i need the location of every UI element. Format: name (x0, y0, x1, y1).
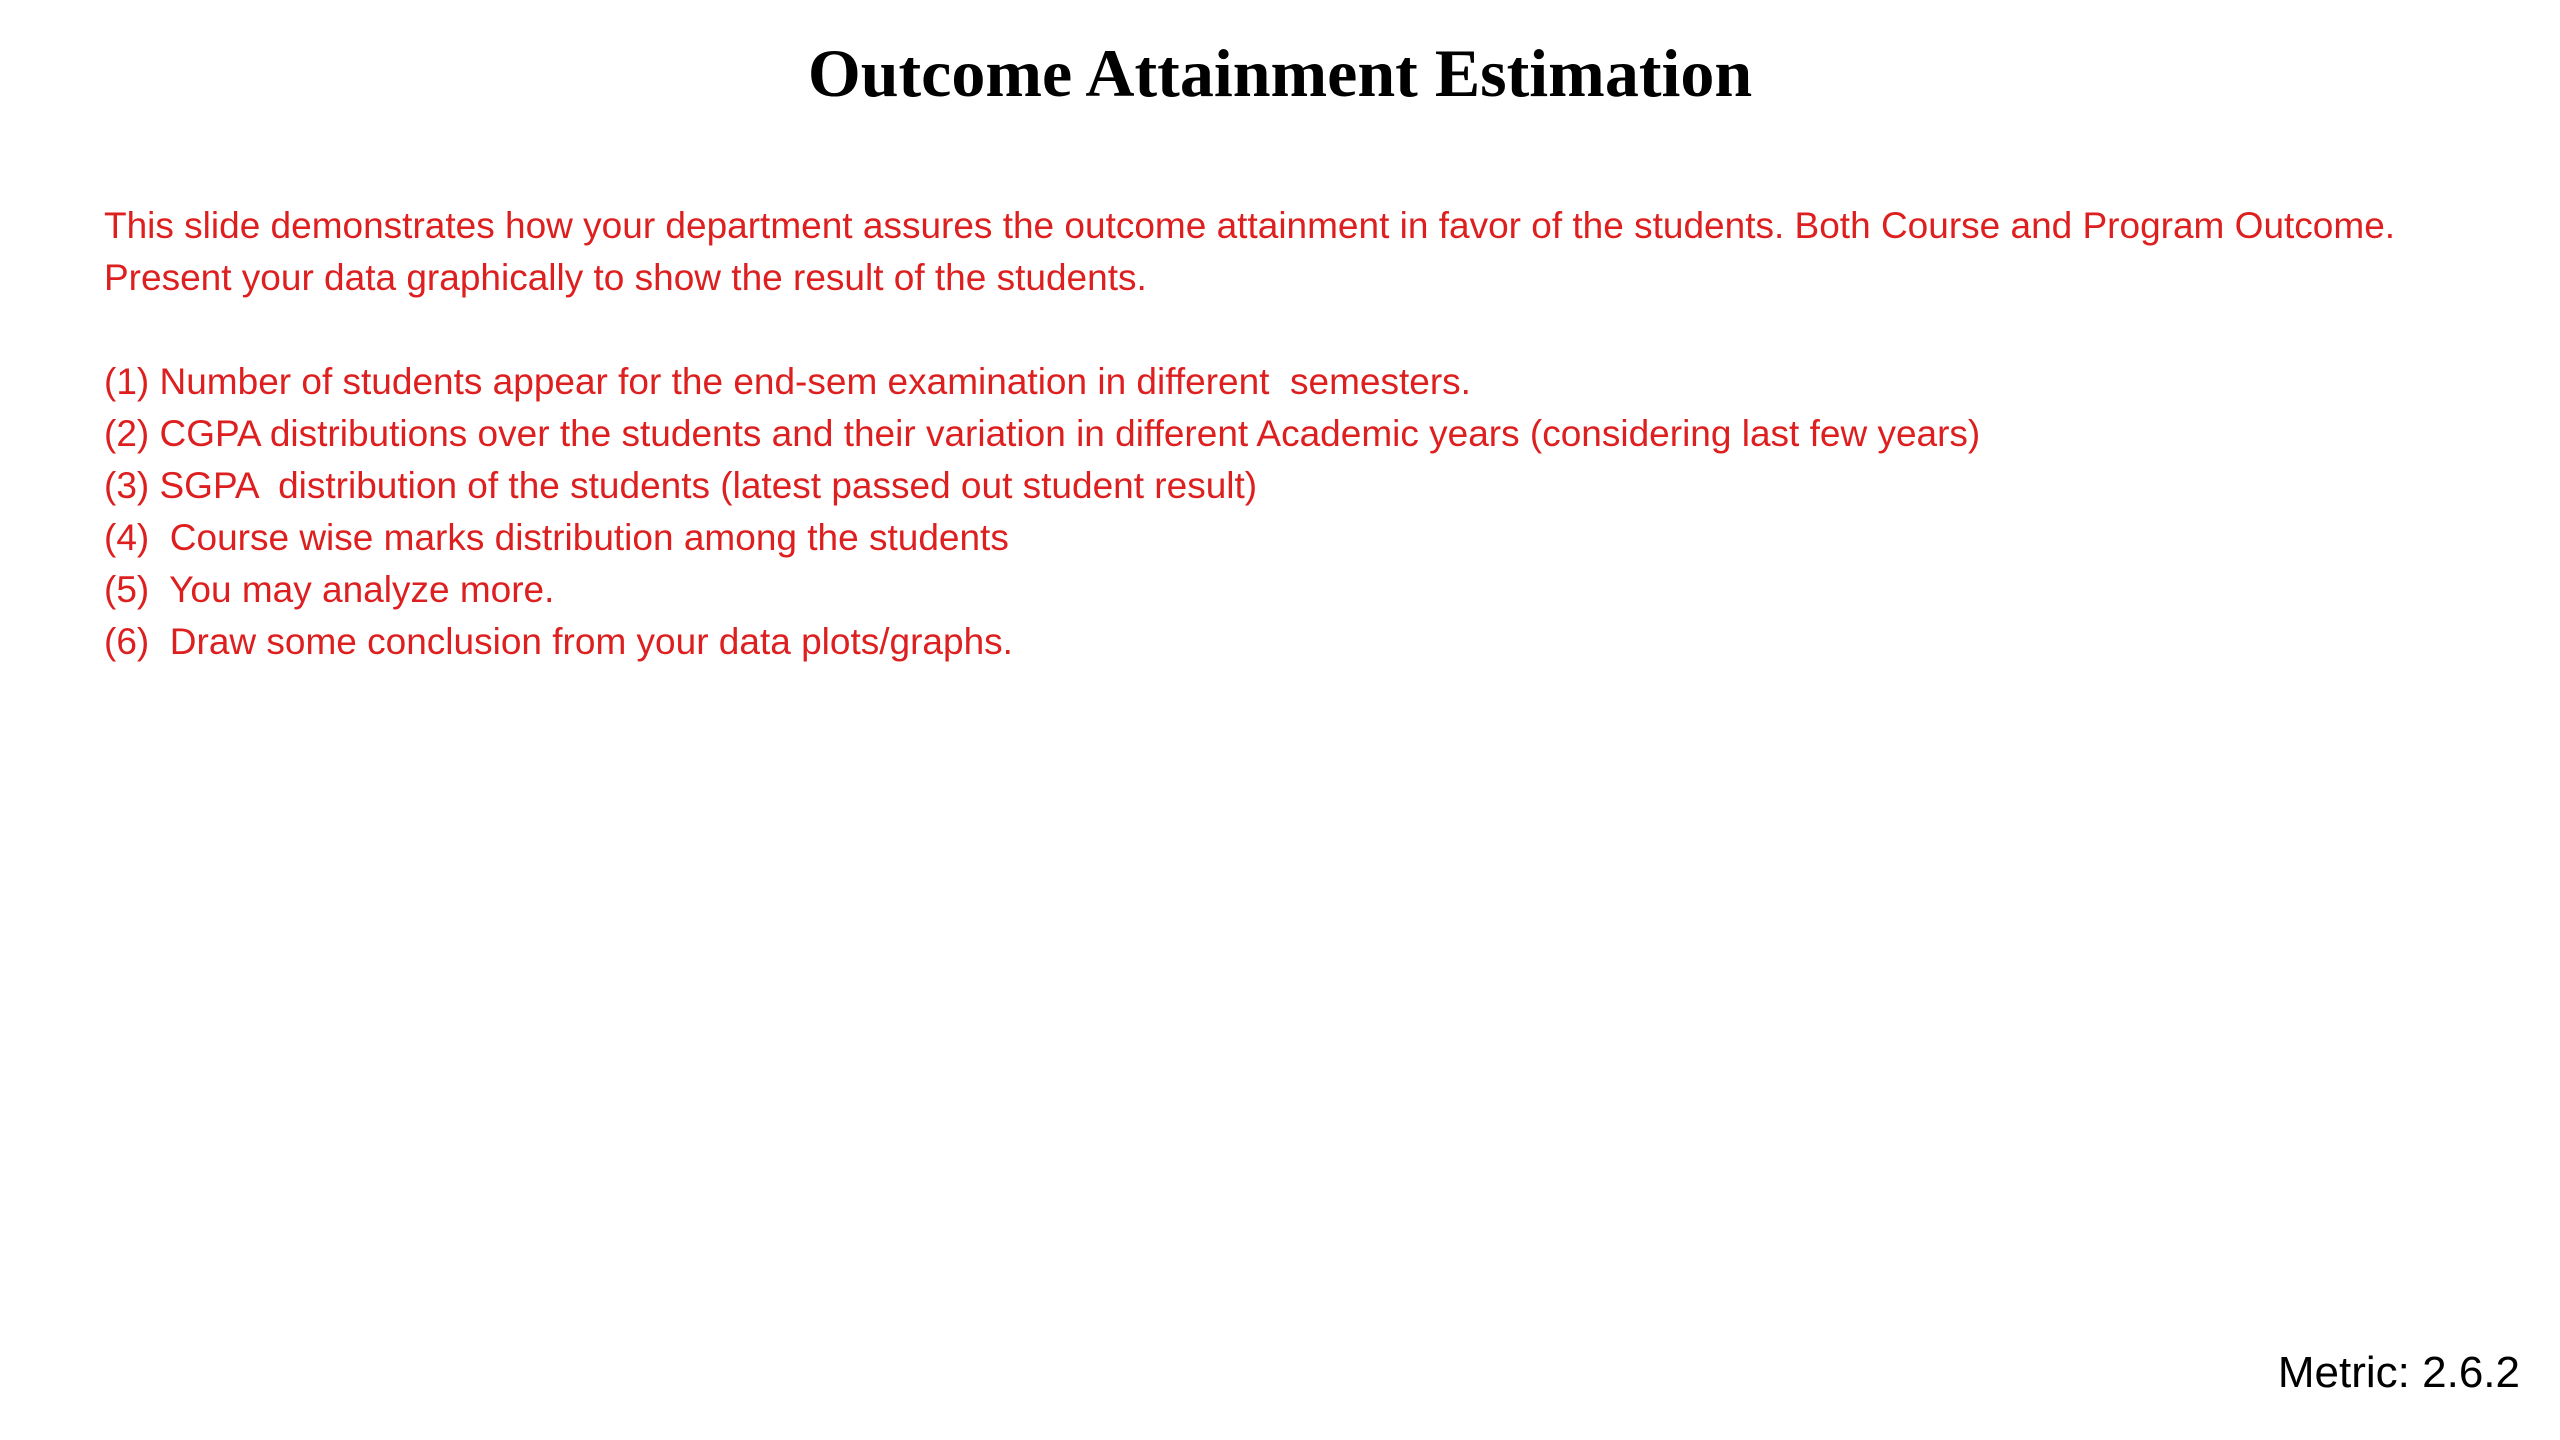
list-item-4: (4) Course wise marks distribution among the students (104, 517, 1009, 558)
list-item-3: (3) SGPA distribution of the students (latest passed out student result) (104, 465, 1258, 506)
slide-title: Outcome Attainment Estimation (807, 35, 1753, 111)
list-item-2: (2) CGPA distributions over the students and their variation in different Academic years (considering last few years) (104, 413, 1981, 454)
intro-instruction: Present your data graphically to show the result of the students. (104, 257, 1147, 298)
paragraph-spacer (104, 304, 2484, 356)
list-item-5: (5) You may analyze more. (104, 569, 555, 610)
slide-body (104, 200, 2484, 668)
metric-label: Metric: 2.6.2 (2277, 1348, 2520, 1397)
intro-paragraph: This slide demonstrates how your department assures the outcome attainment in favor of the students. Both Course and Program Outcome. (104, 205, 2396, 246)
list-item-6: (6) Draw some conclusion from your data plots/graphs. (104, 621, 1013, 662)
list-item-1: (1) Number of students appear for the end-sem examination in different semesters. (104, 361, 1471, 402)
